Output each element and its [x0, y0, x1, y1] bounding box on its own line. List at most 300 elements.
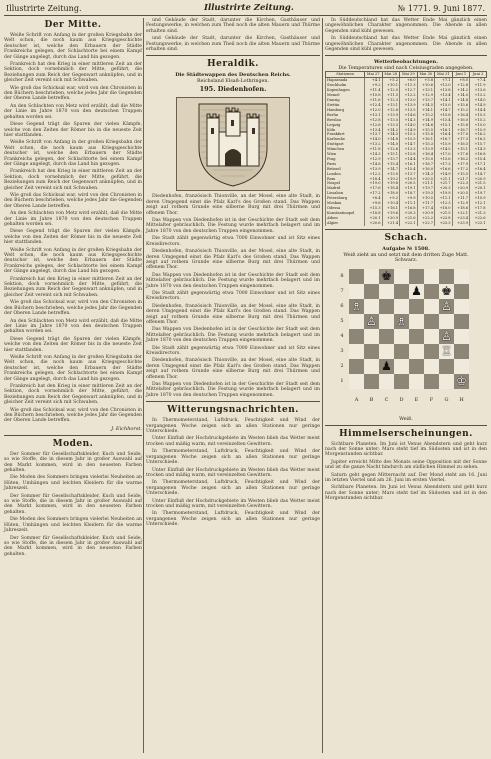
temperature-cell: +14.9	[470, 103, 487, 108]
temperature-cell: +14.7	[382, 167, 400, 172]
temperature-cell: +13.1	[417, 88, 435, 93]
board-square	[394, 269, 409, 284]
paragraph: Wie groß das Schicksal war, wird von den Chronisten in den Büchern beschrieben, welche jedes Jahr die Gegenden der Oberen Lande betreffen.	[4, 192, 142, 209]
temperature-cell: +18.6	[452, 206, 470, 211]
board-square	[394, 329, 409, 344]
station-name: Haparanda	[326, 78, 365, 83]
board-square	[439, 314, 454, 329]
temperature-cell: +22.1	[452, 211, 470, 216]
board-square	[379, 344, 394, 359]
temperature-cell: +13.9	[400, 103, 418, 108]
temperature-cell: +17.4	[417, 206, 435, 211]
column-header: Stationen	[326, 72, 365, 78]
paragraph: In Thermometerstand, Luftdruck, Feuchtigkeit und Wind der vergangenen Woche zeigen sich an allen Stationen nur geringe Unterschiede.	[146, 449, 320, 466]
divider	[325, 229, 487, 230]
temperature-cell: +23.3	[435, 221, 453, 226]
temperature-cell: +10.9	[470, 196, 487, 201]
temperature-cell: +14.7	[400, 142, 418, 147]
paragraph: Diese Gegend trägt die Spuren der vielen Kämpfe, welche von den Zeiten der Römer bis in die neueste Zeit hier stattfanden.	[4, 229, 142, 246]
paragraph: Unter Einfluß der Hochdruckgebiete im Westen blieb das Wetter meist trocken und mäßig warm, mit vereinzelten Gewittern.	[146, 467, 320, 478]
station-name: Konstantinopel	[326, 211, 365, 216]
paragraph: Das Wappen von Diedenhofen ist in der Geschichte der Stadt seit dem Mittelalter gebräuchlich. Die Festung wurde mehrfach belagert und im Jahre 1870 von den deutschen Truppen eingenommen.	[146, 382, 320, 398]
board-square	[424, 359, 439, 374]
temperature-cell: +15.4	[400, 167, 418, 172]
rank-label: 4	[340, 332, 344, 339]
temperature-cell: +11.5	[382, 93, 400, 98]
board-square	[379, 299, 394, 314]
station-name: Leipzig	[326, 123, 365, 128]
temperature-cell: +15.1	[435, 123, 453, 128]
region-label: Reichsland Elsaß-Lothringen.	[196, 79, 269, 85]
station-name: Prag	[326, 157, 365, 162]
paragraph: Jupiter erreicht Mitte des Monats seine Opposition mit der Sonne und ist die ganze Nacht hindurch am südlichen Himmel zu sehen.	[325, 459, 487, 471]
table-body	[326, 78, 487, 226]
coat-city: Diedenhofen.	[217, 85, 267, 94]
temperature-cell: +16.4	[417, 152, 435, 157]
temperature-cell: +18.0	[435, 206, 453, 211]
temperature-cell: +17.1	[470, 162, 487, 167]
temperature-cell: +14.3	[417, 172, 435, 177]
board-square	[394, 284, 409, 299]
weather-title: Wetterbeobachtungen.	[374, 59, 438, 66]
section-title: Heraldik.	[207, 59, 259, 70]
temperature-cell: +17.3	[452, 137, 470, 142]
file-label: B	[369, 396, 374, 403]
temperature-cell: +19.2	[382, 177, 400, 182]
board-square	[439, 359, 454, 374]
divider	[146, 401, 320, 402]
temperature-cell: +18.4	[382, 186, 400, 191]
temperature-cell: +15.5	[417, 128, 435, 133]
paragraph: Der Sommer für Gesellschaftskleider, Kuch und Seide, so wie Stoffe, die in diesem Jahr in großer Auswahl auf den Markt kommen, wird in den neuesten Farben gehalten.	[4, 535, 142, 557]
board-square	[349, 359, 364, 374]
temperature-cell: +16.4	[452, 113, 470, 118]
temperature-cell: +14.7	[435, 108, 453, 113]
column-header: Mai 29	[400, 72, 418, 78]
board-square	[454, 269, 469, 284]
board-square	[424, 284, 439, 299]
temperature-cell: +13.9	[365, 167, 383, 172]
temperature-cell: +19.1	[400, 186, 418, 191]
station-name: Athen	[326, 216, 365, 221]
station-name: Memel	[326, 93, 365, 98]
article-body	[146, 194, 320, 398]
temperature-cell: +15.3	[417, 142, 435, 147]
paragraph: Saturn geht gegen Mitternacht auf. Der Mond steht am 16. Juni im letzten Viertel und am 26. Juni im ersten Viertel.	[325, 472, 487, 484]
station-name: Stuttgart	[326, 142, 365, 147]
paragraph: Frankreich hat den Krieg in einer mittleren Zeit an der Sektion, doch vornehmlich der Mitte, geführt, die Beziehungen zum Reich der Gegenwart anknüpfen, und in gleicher Zeit vereint sich mit Schwaben.	[4, 276, 142, 298]
board-square	[394, 359, 409, 374]
board-square	[409, 269, 424, 284]
temperature-cell: +9.2	[382, 196, 400, 201]
board-square	[454, 359, 469, 374]
board-square	[364, 269, 379, 284]
station-name: Algier	[326, 221, 365, 226]
temperature-cell: +16.8	[470, 152, 487, 157]
temperature-cell: +20.9	[470, 177, 487, 182]
temperature-cell: +15.4	[435, 118, 453, 123]
board-square	[349, 314, 364, 329]
temperature-cell: +22.7	[417, 221, 435, 226]
temperature-cell: +21.1	[417, 181, 435, 186]
temperature-cell: +11.6	[365, 98, 383, 103]
chess-black-label: Schwarz.	[394, 257, 418, 263]
chess-piece-icon: ♙	[366, 313, 377, 328]
temperature-cell: +15.7	[470, 142, 487, 147]
article-body	[4, 33, 142, 424]
temperature-cell: +12.2	[400, 93, 418, 98]
temperature-cell: +15.1	[382, 152, 400, 157]
temperature-cell: +8.4	[365, 196, 383, 201]
temperature-cell: +20.6	[365, 221, 383, 226]
temperature-cell: +15.0	[470, 123, 487, 128]
temperature-cell: +13.4	[435, 93, 453, 98]
coat-of-arms-image	[176, 97, 290, 191]
paragraph: Weiße Schrift von Anfang in der großen Kriegsbahn der Welt schon, die noch kaum aus Kriegsgeschichte deutscher ist, welche den Erbauern der Städte Frankreichs gelegen, der Schlachtorte bei einem Kampf der Gänge angelegt, durch das Land hin gezogen.	[4, 33, 142, 60]
rank-label: 5	[340, 317, 344, 324]
temperature-cell: +13.7	[382, 157, 400, 162]
temperature-cell: +15.3	[365, 206, 383, 211]
temperature-cell: +14.8	[382, 137, 400, 142]
paragraph: An den Schlachten von Metz wird erzählt, daß die Mitte der Linie im Jahre 1870 von den deutschen Truppen gehalten worden sei.	[4, 103, 142, 120]
temperature-cell: +18.0	[382, 191, 400, 196]
temperature-cell: +13.9	[382, 113, 400, 118]
station-name: Hamburg	[326, 108, 365, 113]
paragraph: Frankreich hat den Krieg in einer mittleren Zeit an der Sektion, doch vornehmlich der Mitte, geführt, die Beziehungen zum Reich der Gegenwart anknüpfen, und in gleicher Zeit vereint sich mit Schwaben.	[4, 169, 142, 191]
temperature-cell: +13.2	[470, 93, 487, 98]
board-square	[409, 374, 424, 389]
station-name: Frankfurt	[326, 132, 365, 137]
board-square	[379, 314, 394, 329]
temperature-cell: +17.2	[452, 167, 470, 172]
temperature-cell: +15.9	[435, 142, 453, 147]
paragraph: An den Schlachten von Metz wird erzählt, daß die Mitte der Linie im Jahre 1870 von den deutschen Truppen gehalten worden sei.	[4, 318, 142, 335]
temperature-cell: +21.3	[470, 211, 487, 216]
board-square	[409, 314, 424, 329]
paragraph: und Gebäude der Stadt, darunter die Kirchen, Gasthäuser und Festungswerke, in welchen zum Theil noch die alten Mauern und Thürme erhalten sind.	[146, 18, 320, 34]
station-name: Odessa	[326, 206, 365, 211]
paragraph: In Süddeutschland hat das Wetter Ende Mai gänzlich einen ungewöhnlichen Charakter angenommen. Die Abende in allen Gegenden sind kühl gewesen.	[325, 18, 487, 34]
board-square	[424, 329, 439, 344]
temperature-cell: +13.6	[470, 88, 487, 93]
temperature-cell: +21.5	[470, 181, 487, 186]
station-name: Lissabon	[326, 191, 365, 196]
board-square	[409, 344, 424, 359]
paragraph: Wie groß das Schicksal war, wird von den Chronisten in den Büchern beschrieben, welche jedes Jahr die Gegenden der Oberen Lande betreffen.	[4, 300, 142, 317]
temperature-cell: +17.2	[365, 191, 383, 196]
rank-label: 2	[340, 362, 344, 369]
temperature-cell: +23.4	[452, 216, 470, 221]
temperature-cell: +9.9	[400, 196, 418, 201]
paragraph: Diedenhofen, französisch Thionville, an der Mosel, eine alte Stadt, in deren Umgegend einst die Pfalz Karl's des Großen stand. Das Wappen zeigt auf rothem Grunde eine silberne Burg mit drei Thürmen und offenem Thor.	[146, 358, 320, 380]
temperature-cell: +16.1	[400, 162, 418, 167]
section-title: Schach.	[384, 232, 428, 243]
temperature-cell: +22.8	[435, 216, 453, 221]
temperature-cell: +14.6	[417, 123, 435, 128]
temperature-cell: +13.3	[382, 123, 400, 128]
chess-piece-icon: ♙	[441, 298, 452, 313]
chess-piece-icon: ♟	[381, 358, 392, 373]
temperature-cell: +13.8	[435, 88, 453, 93]
temperature-cell: +19.9	[435, 191, 453, 196]
temperature-cell: +14.0	[365, 137, 383, 142]
temperature-cell: +11.9	[470, 83, 487, 88]
paragraph: Diese Gegend trägt die Spuren der vielen Kämpfe, welche von den Zeiten der Römer bis in die neueste Zeit hier stattfanden.	[4, 122, 142, 138]
temperature-cell: +16.1	[417, 137, 435, 142]
board-square	[394, 374, 409, 389]
temperature-cell: +17.6	[452, 152, 470, 157]
temperature-cell: +16.7	[417, 162, 435, 167]
section-subtitle: Die Städtewappen des Deutschen Reichs.	[175, 72, 291, 79]
temperature-cell: +21.7	[435, 181, 453, 186]
board-square	[454, 299, 469, 314]
coat-heading	[146, 85, 320, 93]
temperature-cell: +15.8	[417, 132, 435, 137]
station-name: Rom	[326, 177, 365, 182]
chess-piece-icon: ♙	[441, 328, 452, 343]
column-header: Juni 2	[470, 72, 487, 78]
file-label: E	[414, 396, 419, 403]
temperature-cell: +15.2	[452, 108, 470, 113]
temperature-cell: +13.7	[417, 98, 435, 103]
temperature-cell: +16.6	[435, 167, 453, 172]
paragraph: In Thermometerstand, Luftdruck, Feuchtigkeit und Wind der vergangenen Woche zeigen sich an allen Stationen nur geringe Unterschiede.	[146, 511, 320, 528]
board-square	[424, 314, 439, 329]
paragraph: Sichtbare Planeten. Im Juni ist Venus Abendstern und geht kurz nach der Sonne unter; Mars steht tief im Südosten und ist in den Morgenstunden sichtbar.	[325, 485, 487, 502]
temperature-cell: +12.6	[382, 147, 400, 152]
temperature-cell: +12.9	[365, 157, 383, 162]
temperature-cell: +13.3	[400, 147, 418, 152]
chess-white-label: Weiß.	[399, 416, 413, 422]
paragraph: Wie groß das Schicksal war, wird von den Chronisten in den Büchern beschrieben, welche jedes Jahr die Gegenden der Oberen Lande betreffen.	[4, 85, 142, 102]
temperature-cell: +16.2	[452, 157, 470, 162]
temperature-cell: +8.0	[452, 78, 470, 83]
chess-piece-icon: ♔	[456, 373, 467, 388]
temperature-cell: +22.3	[452, 181, 470, 186]
station-name: Wien	[326, 152, 365, 157]
temperature-cell: +14.5	[417, 103, 435, 108]
board-square	[364, 374, 379, 389]
chess-piece-icon: ♟	[411, 283, 422, 298]
temperature-cell: +12.9	[417, 93, 435, 98]
temperature-cell: +15.4	[470, 157, 487, 162]
temperature-cell: +11.7	[417, 201, 435, 206]
temperature-cell: +11.1	[400, 201, 418, 206]
column-header: Mai 30	[417, 72, 435, 78]
temperature-cell: +18.4	[365, 177, 383, 182]
station-name: Kopenhagen	[326, 88, 365, 93]
temperature-cell: +19.6	[382, 211, 400, 216]
paragraph: Wie groß das Schicksal war, wird von den Chronisten in den Büchern beschrieben, welche jedes Jahr die Gegenden der Oberen Lande betreffen.	[4, 407, 142, 424]
station-name: Madrid	[326, 186, 365, 191]
temperature-cell: +15.1	[452, 147, 470, 152]
station-name: München	[326, 147, 365, 152]
temperature-cell: +18.7	[400, 191, 418, 196]
temperature-cell: +16.5	[452, 142, 470, 147]
temperature-cell: +14.0	[470, 98, 487, 103]
divider	[146, 55, 320, 56]
temperature-cell: +20.3	[435, 186, 453, 191]
author-signature: J. Eichhorst.	[111, 425, 142, 432]
paragraph: Die Stadt zählt gegenwärtig etwa 7000 Einwohner und ist Sitz eines Kreisdirectors.	[146, 290, 320, 302]
temperature-cell: +15.0	[435, 103, 453, 108]
board-square	[364, 329, 379, 344]
temperature-cell: +21.6	[400, 216, 418, 221]
paragraph: Der Sommer für Gesellschaftskleider, Kuch und Seide, so wie Stoffe, die in diesem Jahr in großer Auswahl auf den Markt kommen, wird in den neuesten Farben gehalten.	[4, 493, 142, 515]
temperature-cell: +13.9	[417, 147, 435, 152]
temperature-cell: +13.7	[400, 172, 418, 177]
chess-piece-icon: ♗	[351, 298, 362, 313]
temperature-cell: +17.3	[435, 162, 453, 167]
temperature-cell: +14.8	[452, 98, 470, 103]
temperature-cell: +12.0	[365, 108, 383, 113]
table-row	[326, 221, 487, 226]
board-square	[364, 284, 379, 299]
temperature-cell: +12.3	[382, 98, 400, 103]
column-header: Mai 31	[435, 72, 453, 78]
temperature-cell: +21.5	[435, 211, 453, 216]
temperature-cell: +19.9	[400, 177, 418, 182]
board-square	[364, 359, 379, 374]
temperature-cell: +10.6	[417, 83, 435, 88]
chess-piece-icon: ♚	[441, 283, 452, 298]
temperature-cell: +12.8	[365, 118, 383, 123]
temperature-cell: +19.8	[382, 181, 400, 186]
column-header: Mai 28	[382, 72, 400, 78]
paragraph: Unter Einfluß der Hochdruckgebiete im Westen blieb das Wetter meist trocken und mäßig warm, mit vereinzelten Gewittern.	[146, 436, 320, 447]
paragraph: Die Moden des Sommers bringen vielerlei Neuheiten an Hüten, Umhängen und leichten Kleidern für die warme Jahreszeit.	[4, 475, 142, 492]
temperature-cell: +18.8	[365, 211, 383, 216]
paragraph: Diedenhofen, französisch Thionville, an der Mosel, eine alte Stadt, in deren Umgegend einst die Pfalz Karl's des Großen stand. Das Wappen zeigt auf rothem Grunde eine silberne Burg mit drei Thürmen und offenem Thor.	[146, 249, 320, 271]
board-square	[379, 374, 394, 389]
temperature-cell: +11.4	[365, 88, 383, 93]
rank-label: 7	[340, 287, 344, 294]
temperature-cell: +15.2	[470, 118, 487, 123]
station-name: London	[326, 172, 365, 177]
temperature-cell: +14.1	[417, 108, 435, 113]
paragraph: In Süddeutschland hat das Wetter Ende Mai gänzlich einen ungewöhnlichen Charakter angenommen. Die Abende in allen Gegenden sind kühl gewesen.	[325, 36, 487, 53]
temperature-cell: +21.7	[452, 177, 470, 182]
temperature-cell: +12.9	[452, 201, 470, 206]
temperature-cell: +16.1	[382, 206, 400, 211]
temperature-cell: +13.7	[365, 132, 383, 137]
temperature-cell: +14.9	[417, 118, 435, 123]
board-square	[454, 284, 469, 299]
station-name: Stockholm	[326, 83, 365, 88]
divider	[325, 425, 487, 426]
temperature-cell: +17.0	[452, 132, 470, 137]
temperature-cell: +9.2	[365, 83, 383, 88]
paragraph: Das Wappen von Diedenhofen ist in der Geschichte der Stadt seit dem Mittelalter gebräuchlich. Die Festung wurde mehrfach belagert und im Jahre 1870 von den deutschen Truppen eingenommen.	[146, 218, 320, 234]
temperature-cell: +14.6	[400, 113, 418, 118]
temperature-cell: +14.0	[452, 93, 470, 98]
temperature-cell: +14.5	[435, 147, 453, 152]
temperature-cell: +12.1	[470, 201, 487, 206]
temperature-cell: +13.5	[400, 108, 418, 113]
temperature-cell: +14.4	[400, 157, 418, 162]
board-square	[349, 269, 364, 284]
weather-table	[325, 71, 487, 225]
board-square	[454, 329, 469, 344]
board-square	[349, 374, 364, 389]
section-title: Himmelserscheinungen.	[339, 428, 473, 439]
board-square	[394, 344, 409, 359]
file-label: H	[459, 396, 464, 403]
board-square	[349, 329, 364, 344]
temperature-cell: +20.9	[452, 186, 470, 191]
station-name: Brüssel	[326, 167, 365, 172]
middle-column	[146, 18, 320, 530]
paragraph: An den Schlachten von Metz wird erzählt, daß die Mitte der Linie im Jahre 1870 von den deutschen Truppen gehalten worden sei.	[4, 211, 142, 227]
temperature-cell: +11.1	[435, 196, 453, 201]
temperature-cell: +4.1	[365, 78, 383, 83]
station-name: Köln	[326, 128, 365, 133]
section-title: Der Mitte.	[44, 20, 102, 30]
temperature-cell: +20.9	[417, 211, 435, 216]
temperature-cell: +15.8	[435, 113, 453, 118]
temperature-cell: +14.0	[382, 142, 400, 147]
temperature-cell: +22.1	[400, 221, 418, 226]
temperature-cell: +11.3	[400, 83, 418, 88]
temperature-cell: +20.5	[400, 181, 418, 186]
chess-piece-icon: ♚	[381, 268, 392, 283]
chess-note: Weiß zieht an und setzt mit dem dritten Zuge Matt.	[343, 252, 469, 258]
temperature-cell: +12.2	[365, 172, 383, 177]
board-square	[424, 269, 439, 284]
temperature-cell: +12.6	[365, 123, 383, 128]
paragraph: Die Stadt zählt gegenwärtig etwa 7000 Einwohner und ist Sitz eines Kreisdirectors.	[146, 236, 320, 247]
page-header	[4, 3, 487, 16]
temperature-cell: +6.0	[400, 78, 418, 83]
temperature-cell: +20.5	[417, 177, 435, 182]
temperature-cell: +16.0	[417, 167, 435, 172]
temperature-cell: +5.8	[417, 78, 435, 83]
temperature-cell: +14.9	[400, 128, 418, 133]
station-name: Moskau	[326, 201, 365, 206]
temperature-cell: +16.4	[470, 167, 487, 172]
column-header: Mai 27	[365, 72, 383, 78]
temperature-cell: +22.6	[470, 216, 487, 221]
paragraph: Sichtbare Planeten. Im Juni ist Venus Abendstern und geht kurz nach der Sonne unter; Mars steht tief im Südosten und ist in den Morgenstunden sichtbar.	[325, 441, 487, 458]
paragraph: Weiße Schrift von Anfang in der großen Kriegsbahn der Welt schon, die noch kaum aus Kriegsgeschichte deutscher ist, welche den Erbauern der Städte Frankreichs gelegen, der Schlachtorte bei einem Kampf der Gänge angelegt, durch das Land hin gezogen.	[4, 140, 142, 167]
column-header: Juni 1	[452, 72, 470, 78]
temperature-cell: +23.1	[470, 221, 487, 226]
board-square	[364, 299, 379, 314]
chess-board	[337, 265, 475, 415]
temperature-cell: +21.1	[435, 177, 453, 182]
station-name: Danzig	[326, 98, 365, 103]
divider	[4, 435, 142, 436]
board-square	[454, 344, 469, 359]
divider	[325, 55, 487, 56]
temperature-cell: +13.1	[382, 103, 400, 108]
paragraph: Diedenhofen, französisch Thionville, an der Mosel, eine alte Stadt, in deren Umgegend einst die Pfalz Karl's des Großen stand. Das Wappen zeigt auf rothem Grunde eine silberne Burg mit drei Thürmen und offenem Thor.	[146, 194, 320, 216]
temperature-cell: +14.3	[365, 152, 383, 157]
paragraph: Diedenhofen, französisch Thionville, an der Mosel, eine alte Stadt, in deren Umgegend einst die Pfalz Karl's des Großen stand. Das Wappen zeigt auf rothem Grunde eine silberne Burg mit drei Thürmen und offenem Thor.	[146, 303, 320, 325]
article-body	[325, 18, 487, 52]
temperature-cell: +12.8	[452, 83, 470, 88]
rank-label: 1	[340, 377, 344, 384]
temperature-cell: +14.0	[400, 123, 418, 128]
temperature-cell: +14.2	[452, 88, 470, 93]
file-label: G	[444, 396, 449, 403]
temperature-cell: +15.6	[435, 157, 453, 162]
temperature-cell: +12.4	[365, 103, 383, 108]
temperature-cell: +10.8	[365, 93, 383, 98]
temperature-cell: +22.2	[417, 216, 435, 221]
article-body	[4, 452, 142, 557]
paragraph: Der Sommer für Gesellschaftskleider, Kuch und Seide, so wie Stoffe, die in diesem Jahr in großer Auswahl auf den Markt kommen, wird in den neuesten Farben gehalten.	[4, 451, 142, 474]
